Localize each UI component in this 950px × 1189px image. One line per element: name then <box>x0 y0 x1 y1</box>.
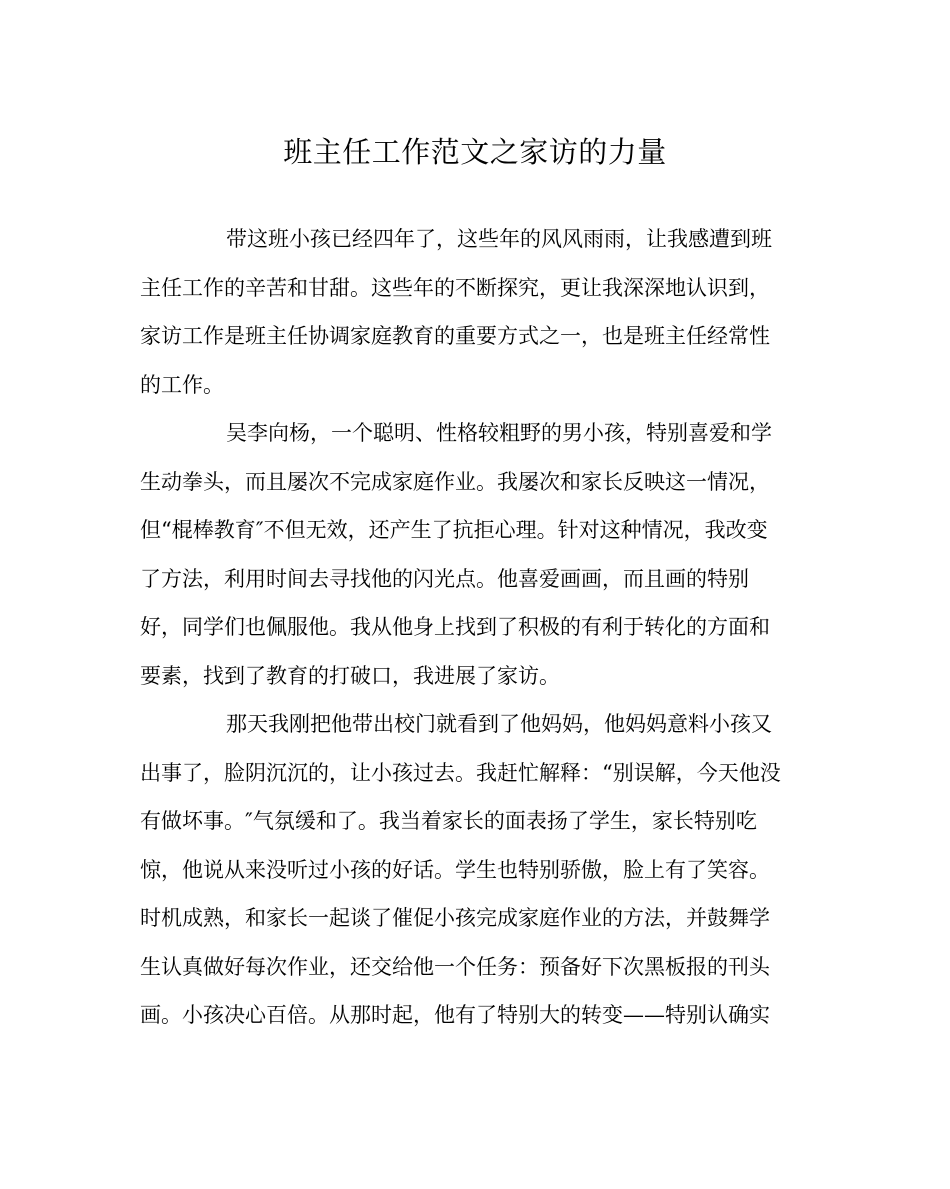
text-line: 生认真做好每次作业，还交给他一个任务：预备好下次黑板报的刊头 <box>140 954 770 979</box>
text-line: 时机成熟，和家长一起谈了催促小孩完成家庭作业的方法，并鼓舞学 <box>140 906 770 930</box>
text-line: 那天我刚把他带出校门就看到了他妈妈，他妈妈意料小孩又 <box>226 712 772 736</box>
text-line: 吴李向杨，一个聪明、性格较粗野的男小孩，特别喜爱和学 <box>226 421 772 445</box>
text-line: 好，同学们也佩服他。我从他身上找到了积极的有利于转化的方面和 <box>140 615 770 639</box>
text-line: 有做坏事。″气氛缓和了。我当着家长的面表扬了学生，家长特别吃 <box>140 809 757 833</box>
text-line: 主任工作的辛苦和甘甜。这些年的不断探究，更让我深深地认识到， <box>140 275 770 300</box>
text-line: 要素，找到了教育的打破口，我进展了家访。 <box>140 663 560 688</box>
text-line: 带这班小孩已经四年了，这些年的风风雨雨，让我感遭到班 <box>226 227 772 251</box>
document-title: 班主任工作范文之家访的力量 <box>283 135 667 169</box>
text-line: 画。小孩决心百倍。从那时起，他有了特别大的转变——特别认确实 <box>140 1003 770 1027</box>
document-body <box>140 215 810 1040</box>
text-line: 惊，他说从来没听过小孩的好话。学生也特别骄傲，脸上有了笑容。 <box>140 857 770 882</box>
text-line: 家访工作是班主任协调家庭教育的重要方式之一，也是班主任经常性 <box>140 324 770 348</box>
text-line: 的工作。 <box>140 372 224 397</box>
text-line: 但“棍棒教育″不但无效，还产生了抗拒心理。针对这种情况，我改变 <box>140 518 768 542</box>
text-line: 了方法，利用时间去寻找他的闪光点。他喜爱画画，而且画的特别 <box>140 566 749 591</box>
text-line: 生动拳头，而且屡次不完成家庭作业。我屡次和家长反映这一情况， <box>140 469 770 494</box>
text-line: 出事了，脸阴沉沉的，让小孩过去。我赶忙解释：“别误解，今天他没 <box>140 760 781 785</box>
